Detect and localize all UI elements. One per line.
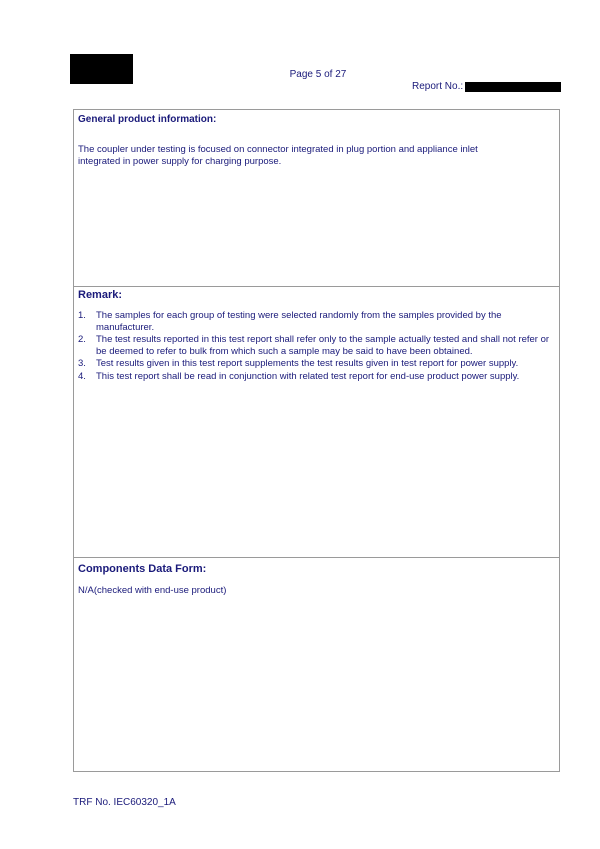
trf-number: TRF No. IEC60320_1A: [73, 797, 176, 808]
remark-section: [74, 287, 559, 558]
remark-item: 2. The test results reported in this test report shall refer only to the sample actually tested and shall not refer or be deemed to refer to bulk from which such a sample may be said to have been obtained.: [78, 334, 550, 357]
general-product-information-section: [74, 110, 559, 287]
page-number: Page 5 of 27: [289, 69, 347, 80]
remark-list: [78, 310, 555, 382]
general-text-line-1: The coupler under testing is focused on connector integrated in plug portion and appliance inlet: [78, 144, 478, 155]
remark-item: 4. This test report shall be read in conjunction with related test report for end-use product power supply.: [78, 370, 520, 382]
remark-item: 1. The samples for each group of testing were selected randomly from the samples provided by the manufacturer.: [78, 310, 502, 333]
content-frame: [73, 109, 560, 772]
section-heading: Remark:: [78, 289, 123, 301]
redacted-report-number: [465, 82, 561, 92]
components-text: N/A(checked with end-use product): [78, 585, 227, 596]
remark-item: 3. Test results given in this test report supplements the test results given in test report for power supply.: [78, 358, 519, 369]
general-text-line-2: integrated in power supply for charging purpose.: [78, 155, 282, 167]
section-heading: Components Data Form:: [78, 563, 207, 575]
report-number-label: Report No.:: [412, 81, 464, 92]
report-number: [412, 81, 561, 92]
components-data-form-section: [74, 558, 559, 771]
section-heading: General product information:: [78, 114, 217, 125]
